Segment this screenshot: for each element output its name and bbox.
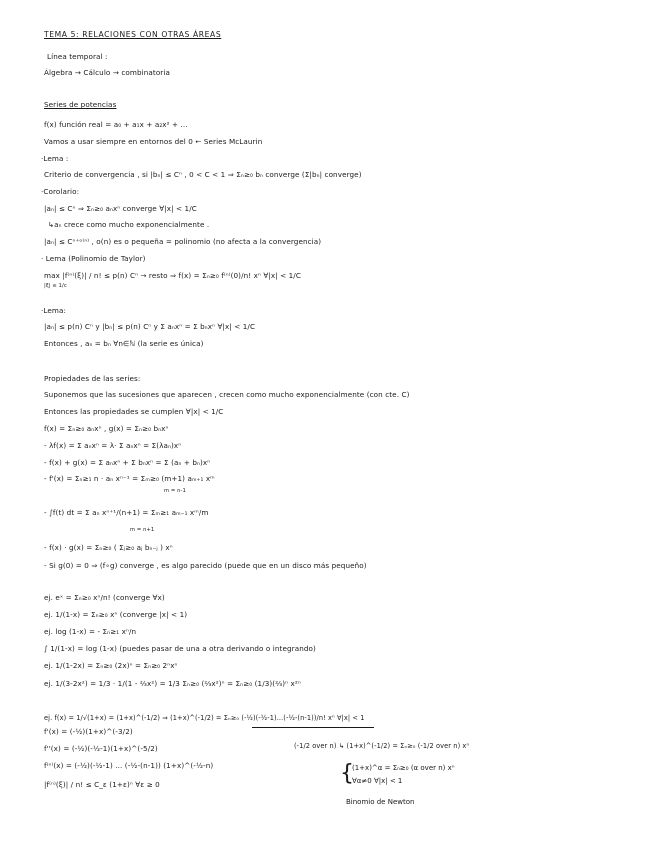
text-line: ↳aₙ crece como mucho exponencialmente . [48,220,210,229]
text-line: |aₙ| ≤ Cⁿ ⇒ Σₙ≥₀ aₙxⁿ converge ∀|x| < 1/C [44,204,197,213]
example-line: ej. 1/(3-2x²) = 1/3 · 1/(1 - ⅔x²) = 1/3 Σₙ≥₀ (⅔x²)ⁿ = Σₙ≥₀ (1/3)(⅔)ⁿ x²ⁿ [44,679,301,688]
example-line: ej. log (1-x) = - Σₙ≥₁ xⁿ/n [44,627,137,636]
text-line: m = n+1 [130,527,155,533]
text-line: f(x) = Σₙ≥₀ aₙxⁿ , g(x) = Σₙ≥₀ bₙxⁿ [44,424,169,433]
general-condition: ∀α≠0 ∀|x| < 1 [352,777,403,785]
general-formula: (1+x)^α = Σₙ≥₀ (α over n) xⁿ [352,764,455,772]
series-heading: Series de potencias [44,100,117,109]
binomial-main: ej. f(x) = 1/√(1+x) = (1+x)^(-1/2) ⇒ (1+x)^(-1/2) = Σₙ≥₀ (-½)(-½-1)...(-½-(n-1))/n! xⁿ ∀|x| < 1 [44,714,365,722]
underbrace [252,727,374,728]
derivative-line: f'(x) = (-½)(1+x)^(-3/2) [44,727,133,736]
example-line: ∫ 1/(1-x) = log (1-x) (puedes pasar de una a otra derivando o integrando) [44,644,316,653]
binomial-general [340,761,455,786]
text-line: Vamos a usar siempre en entornos del 0 ← Series McLaurin [44,137,263,146]
properties-heading: Propiedades de las series: [44,374,141,383]
binomial-note: (-1/2 over n) ↳ (1+x)^(-1/2) = Σₙ≥₀ (-1/2 over n) xⁿ [294,742,470,750]
example-line: ej. 1/(1-x) = Σₙ≥₀ xⁿ (converge |x| < 1) [44,610,188,619]
text-line: - λf(x) = Σ aₙxⁿ = λ· Σ aₙxⁿ = Σ(λaₙ)xⁿ [44,441,182,450]
text-line: Suponemos que las sucesiones que aparecen , crecen como mucho exponencialmente (con cte. C) [44,390,410,399]
text-line: |aₙ| ≤ Cⁿ⁺ᵒ⁽ⁿ⁾ , o(n) es o pequeña = polinomio (no afecta a la convergencia) [44,237,322,246]
text-line: max |f⁽ⁿ⁾(ξ)| / n! ≤ p(n) Cⁿ → resto ⇒ f(x) = Σₙ≥₀ f⁽ⁿ⁾(0)/n! xⁿ ∀|x| < 1/C [44,271,301,280]
text-line: ·Corolario: [41,187,80,196]
text-line: - f(x) + g(x) = Σ aₙxⁿ + Σ bₙxⁿ = Σ (aₙ + bₙ)xⁿ [44,458,211,467]
text-line: |aₙ| ≤ p(n) Cⁿ y |bₙ| ≤ p(n) Cⁿ y Σ aₙxⁿ = Σ bₙxⁿ ∀|x| < 1/C [44,322,256,331]
text-line: Criterio de convergencia , si |bₙ| ≤ Cⁿ , 0 < C < 1 ⇒ Σₙ≥₀ bₙ converge (Σ|bₙ| converge) [44,170,362,179]
timeline-line: Álgebra ⇝ Cálculo ⇝ combinatoria [44,68,170,77]
example-line: ej. 1/(1-2x) = Σₙ≥₀ (2x)ⁿ = Σₙ≥₀ 2ⁿxⁿ [44,661,178,670]
derivative-line: f⁽ⁿ⁾(x) = (-½)(-½-1) ... (-½-(n-1)) (1+x)^(-½-n) [44,761,214,770]
text-line: ·Lema : [41,154,69,163]
timeline-heading: Línea temporal : [47,52,108,61]
text-line: Entonces las propiedades se cumplen ∀|x| < 1/C [44,407,224,416]
brace-icon: { [340,761,354,786]
bound-line: |f⁽ⁿ⁾(ξ)| / n! ≤ C_ε (1+ε)ⁿ ∀ε ≥ 0 [44,780,160,789]
derivative-line: f''(x) = (-½)(-½-1)(1+x)^(-5/2) [44,744,158,753]
text-line: · Lema (Polinomio de Taylor) [41,254,146,263]
text-line: - Si g(0) = 0 ⇒ (f∘g) converge , es algo parecido (puede que en un disco más pequeño) [44,561,367,570]
text-line: - f'(x) = Σₙ≥₁ n · aₙ xⁿ⁻¹ = Σₘ≥₀ (m+1) aₘ₊₁ xᵐ [44,474,215,483]
text-line: Entonces , aₙ = bₙ ∀n∈ℕ (la serie es única) [44,339,204,348]
text-line: ·Lema: [41,306,67,315]
text-line: m = n-1 [164,488,186,494]
text-line: - ∫f(t) dt = Σ aₙ xⁿ⁺¹/(n+1) = Σₘ≥₁ aₘ₋₁ xᵐ/m [44,508,209,517]
text-line: - f(x) · g(x) = Σₙ≥₀ ( Σⱼ≥₀ aⱼ bₙ₋ⱼ ) xⁿ [44,543,173,552]
text-line: |ξ| ≤ 1/c [44,283,67,289]
text-line: f(x) función real = a₀ + a₁x + a₂x² + ... [44,120,188,129]
page-title: TEMA 5: RELACIONES CON OTRAS ÁREAS [44,30,222,39]
binomial-name: Binomio de Newton [346,798,415,806]
example-line: ej. eˣ = Σₙ≥₀ xⁿ/n! (converge ∀x) [44,593,165,602]
